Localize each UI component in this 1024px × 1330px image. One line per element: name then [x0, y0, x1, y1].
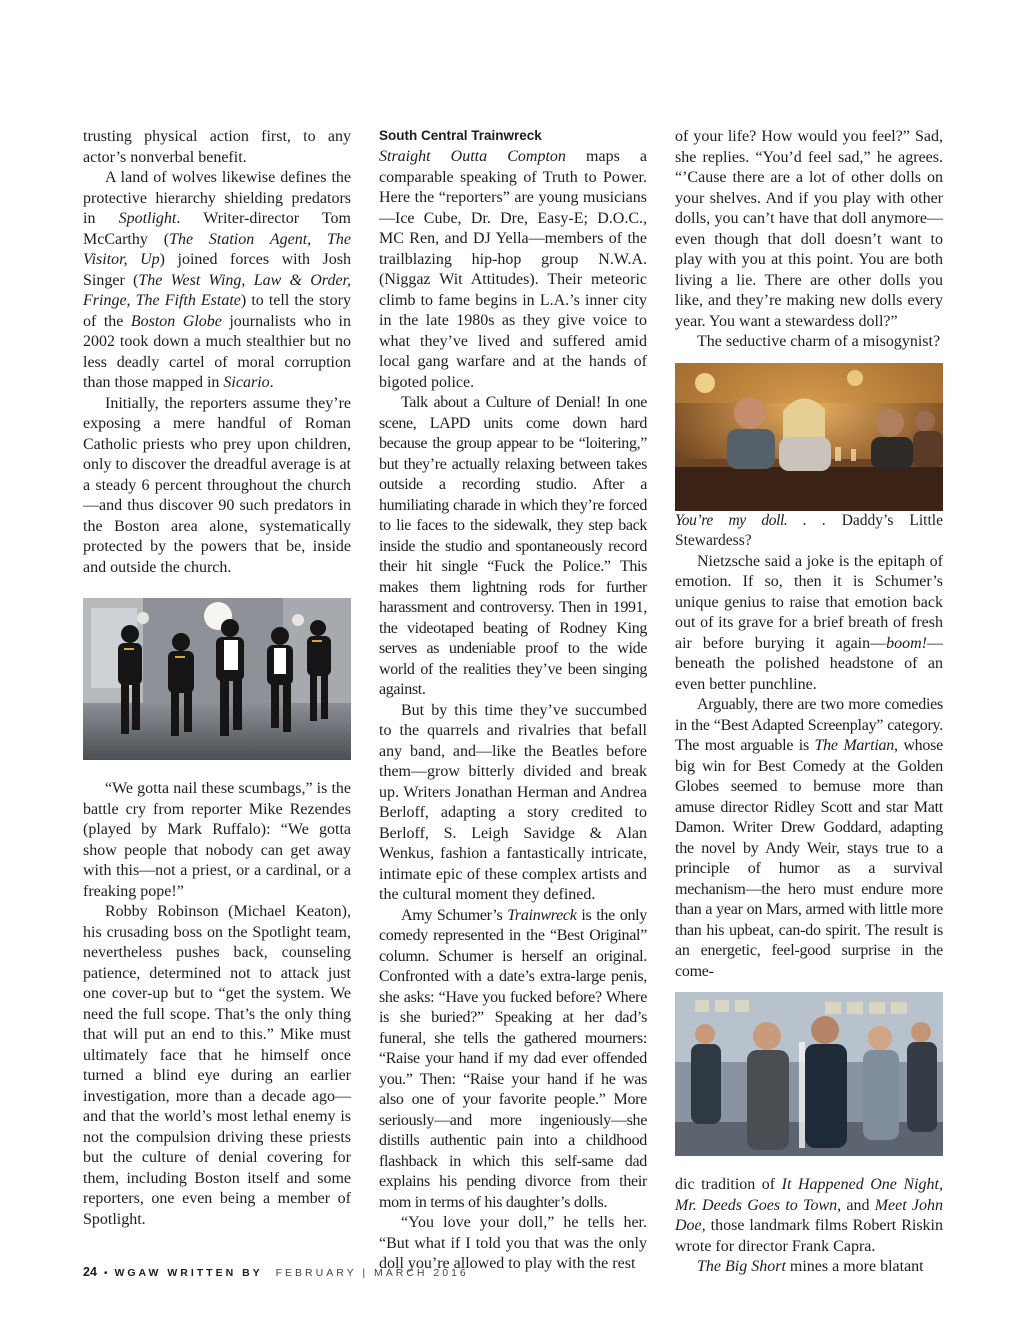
paragraph: Straight Outta Compton maps a comparable speaking of Truth to Power. Here the “reporters” are young musicians—Ice Cube, Dr. Dre, Easy-E; D.O.C., MC Ren, and DJ Yella—members of the trailblazing hip-hop group N.W.A. (Niggaz Wit Attitudes). Their meteoric climb to fame begins in L.A.’s inner city in the late 1980s as they give voice to what they’ve lived and suffered amid local gang warfare and at the hands of bigoted police. — [379, 148, 647, 391]
page-footer — [83, 1265, 469, 1279]
paragraph: trusting physical action first, to any actor’s nonverbal benefit. — [83, 128, 351, 166]
paragraph: Amy Schumer’s Trainwreck is the only comedy represented in the “Best Original” column. Schumer is herself an original. Confronted with a date’s extra-large penis, she asks: “Have you fucked before? Where is she buried?” Speaking at her dad’s funeral, she tells the gathered mourners: “Raise your hand if my dad ever offended you.” Then: “Raise your hand if he was also one of your favorite people.” More seriously—and more ingeniously—she distills authentic pain into a childhood flashback in which this self-same dad explains his pending divorce from their mom in terms of his daughter’s dolls. — [379, 906, 647, 1211]
footer-bullet: • — [103, 1267, 108, 1279]
paragraph: Initially, the reporters assume they’re exposing a mere handful of Roman Catholic priests who prey upon children, only to discover the dreadful average is at a steady 6 percent throughout the church—and thus discover 90 such predators in the Boston area alone, systematically protected by the powers that be, inside and outside the church. — [83, 394, 351, 576]
article-column-2 — [379, 127, 647, 1275]
article-column-1 — [83, 127, 351, 1230]
photo-the-big-short-office — [675, 992, 943, 1156]
paragraph: The Big Short mines a more blatant — [697, 1258, 924, 1275]
paragraph: “You love your doll,” he tells her. “But what if I told you that was the only doll you’re allowed to play with the rest — [379, 1214, 647, 1272]
paragraph: “We gotta nail these scumbags,” is the battle cry from reporter Mike Rezendes (played by Mark Ruffalo): “We gotta show people that nobody can get away with this—not a priest, or a cardinal, or a freaking pope!” — [83, 780, 351, 900]
article-column-3 — [675, 127, 943, 1278]
publication-name: WGAW WRITTEN BY — [114, 1267, 263, 1279]
paragraph: But by this time they’ve succumbed to the quarrels and rivalries that befall any band, and—like the Beatles before them—grow bitterly divided and break up. Writers Jonathan Herman and Andrea Berloff, adapting a story credited to Berloff, S. Leigh Savidge & Alan Wenkus, fashion a fantastically intricate, intimate epic of these complex artists and the cultural moment they defined. — [379, 701, 647, 903]
paragraph: A land of wolves likewise defines the protective hierarchy shielding predators in Spotlight. Writer-director Tom McCarthy (The Station Agent, The Visitor, Up) joined forces with Josh Singer (The West Wing, Law & Order, Fringe, The Fifth Estate) to tell the story of the Boston Globe journalists who in 2002 took down a much stealthier but no less deadly cartel of moral corruption than those mapped in Sicario. — [83, 169, 352, 391]
photo-straight-outta-compton — [83, 598, 351, 760]
paragraph: Arguably, there are two more comedies in the “Best Adapted Screenplay” category. The most arguable is The Martian, whose big win for Best Comedy at the Golden Globes seemed to bemuse more than amuse director Ridley Scott and star Matt Damon. Writer Drew Goddard, adapting the novel by Andy Weir, stays true to a principle of humor as a survival mechanism—the hero must endure more than a year on Mars, armed with little more than his upbeat, can-do spirit. The result is an energetic, feel-good surprise in the come- — [675, 696, 944, 980]
section-heading: South Central Trainwreck — [379, 128, 542, 143]
photo-caption: You’re my doll. . . Daddy’s Little Stewardess? — [675, 511, 943, 549]
paragraph: Nietzsche said a joke is the epitaph of emotion. If so, then it is Schumer’s unique genius to raise that emotion back out of its grave for a brief breath of fresh air before burying it again—boom!—beneath the polished headstone of an even better punchline. — [675, 552, 943, 693]
paragraph: Talk about a Culture of Denial! In one scene, LAPD units come down hard because the group appear to be “loitering,” but they’re actually relaxing between takes outside a recording studio. After a humiliating charade in which they’re forced to lie faces to the sidewalk, they step back inside the studio and spontaneously record their hit single “Fuck the Police.” This makes them lightning rods for further harassment and controversy. Then in 1991, the videotaped beating of Rodney King serves as undeniable proof to the wide world of the realities they’ve been singing against. — [379, 394, 647, 698]
paragraph: dic tradition of It Happened One Night, Mr. Deeds Goes to Town, and Meet John Doe, those landmark films Robert Riskin wrote for director Frank Capra. — [675, 1176, 944, 1255]
paragraph: Robby Robinson (Michael Keaton), his crusading boss on the Spotlight team, nevertheless pushes back, counseling patience, determined not to attack just one cover-up but to “get the system. We need the full scope. That’s the only thing that will put an end to this.” Mike must ultimately face that he himself once turned a blind eye during an earlier investigation, more than a decade ago—and that the world’s most lethal enemy is not the compulsion driving these priests but the culture of denial covering for them, including Boston itself and some reporters, one even being a member of Spotlight. — [83, 903, 351, 1228]
paragraph: of your life? How would you feel?” Sad, she replies. “You’d feel sad,” he agrees. “’Cause there are a lot of other dolls on your shelves. And if you play with other dolls, you can’t have that doll anymore—even though that doll doesn’t want to play with you at this point. You are both living a lie. There are other dolls you like, and they’re making new dolls every year. You want a stewardess doll?” — [675, 128, 943, 330]
issue-date: FEBRUARY | MARCH 2016 — [275, 1267, 469, 1279]
page-number: 24 — [83, 1265, 97, 1279]
paragraph: The seductive charm of a misogynist? — [697, 333, 941, 350]
photo-trainwreck-bar-scene — [675, 363, 943, 511]
